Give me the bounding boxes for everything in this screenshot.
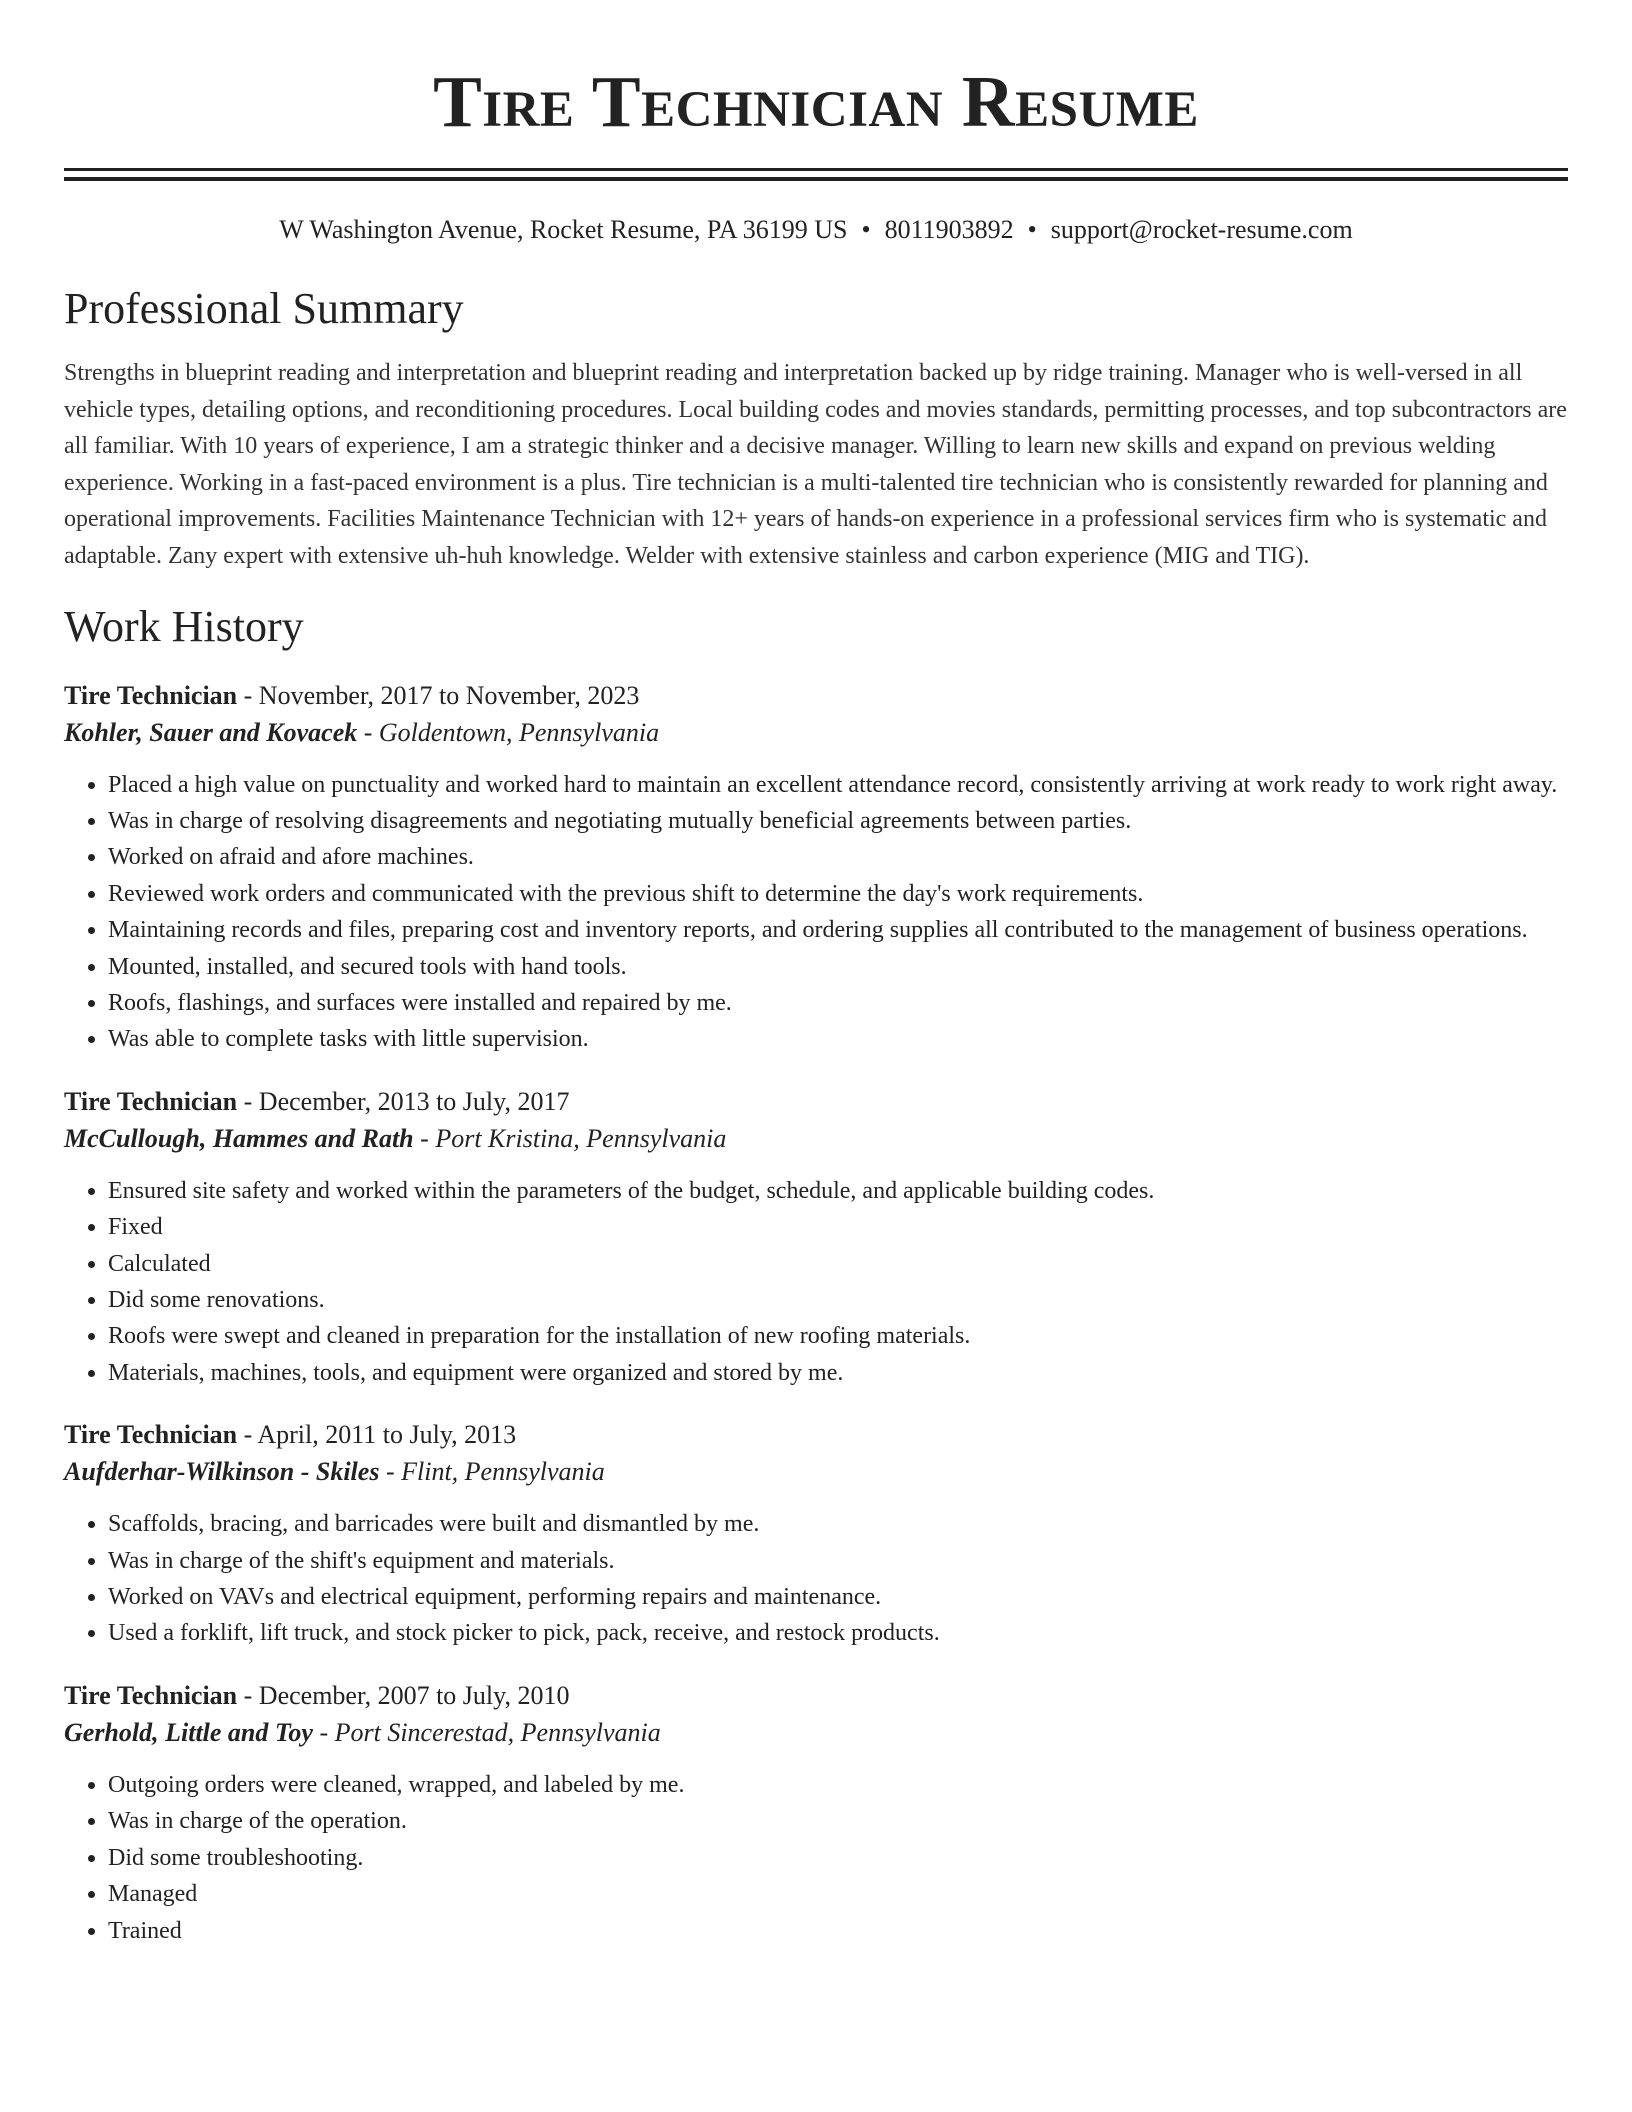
job-bullet: • Did some troubleshooting. <box>108 1840 1568 1876</box>
job-dates: - December, 2013 to July, 2017 <box>237 1086 570 1116</box>
job-company: McCullough, Hammes and Rath <box>64 1123 414 1153</box>
job-company-line <box>64 1120 1568 1158</box>
job-company-line <box>64 1714 1568 1752</box>
contact-email: support@rocket-resume.com <box>1050 215 1353 244</box>
job-bullet: • Did some renovations. <box>108 1282 1568 1318</box>
job-bullet: • Roofs, flashings, and surfaces were installed and repaired by me. <box>108 985 1568 1021</box>
job-bullet: • Ensured site safety and worked within the parameters of the budget, schedule, and applicable building codes. <box>108 1173 1568 1209</box>
job-title-line <box>64 1084 1568 1120</box>
job-role: Tire Technician <box>64 1420 238 1450</box>
job-bullet: • Roofs were swept and cleaned in preparation for the installation of new roofing materials. <box>108 1318 1568 1354</box>
work-history-heading: Work History <box>64 601 304 651</box>
job-dates: - April, 2011 to July, 2013 <box>237 1420 517 1450</box>
job-company: Gerhold, Little and Toy <box>64 1717 313 1747</box>
job-bullet: • Fixed <box>108 1209 1568 1245</box>
job-bullet: • Was in charge of resolving disagreements and negotiating mutually beneficial agreements between parties. <box>108 803 1568 839</box>
job-bullet: • Managed <box>108 1876 1568 1912</box>
job-title-line <box>64 1678 1568 1714</box>
job-dates: - December, 2007 to July, 2010 <box>237 1680 570 1710</box>
job-title-line <box>64 678 1568 714</box>
job-bullet: • Reviewed work orders and communicated with the previous shift to determine the day's work requirements. <box>108 876 1568 912</box>
job-bullet: • Mounted, installed, and secured tools with hand tools. <box>108 949 1568 985</box>
contact-line <box>64 215 1568 245</box>
job-bullet: • Was in charge of the shift's equipment and materials. <box>108 1543 1568 1579</box>
job-bullet: • Scaffolds, bracing, and barricades were built and dismantled by me. <box>108 1506 1568 1542</box>
job-location: - Port Sincerestad, Pennsylvania <box>312 1717 661 1747</box>
job-bullet: • Worked on afraid and afore machines. <box>108 839 1568 875</box>
job-company: Aufderhar-Wilkinson - Skiles <box>64 1457 380 1487</box>
job-company: Kohler, Sauer and Kovacek <box>64 717 358 747</box>
job-bullet: • Materials, machines, tools, and equipment were organized and stored by me. <box>108 1355 1568 1391</box>
job-bullet: • Trained <box>108 1913 1568 1949</box>
job-bullet-list <box>64 1767 1568 1949</box>
job-bullet: • Was able to complete tasks with little supervision. <box>108 1021 1568 1057</box>
title-divider-bottom <box>64 177 1568 181</box>
contact-separator: • <box>1027 215 1037 244</box>
job-company-line <box>64 714 1568 752</box>
job-dates: - November, 2017 to November, 2023 <box>237 680 640 710</box>
job-role: Tire Technician <box>64 1680 238 1710</box>
contact-separator: • <box>861 215 871 244</box>
job-entry <box>64 1084 1568 1391</box>
title-divider-top <box>64 168 1568 171</box>
job-location: - Port Kristina, Pennsylvania <box>413 1123 727 1153</box>
job-location: - Goldentown, Pennsylvania <box>357 717 660 747</box>
job-entry <box>64 1417 1568 1652</box>
job-bullet: • Maintaining records and files, preparing cost and inventory reports, and ordering supplies all contributed to the management of business operations. <box>108 912 1568 948</box>
page-title: Tire Technician Resume <box>433 61 1199 142</box>
job-bullet: • Used a forklift, lift truck, and stock picker to pick, pack, receive, and restock products. <box>108 1615 1568 1651</box>
job-role: Tire Technician <box>64 1086 238 1116</box>
job-location: - Flint, Pennsylvania <box>379 1457 605 1487</box>
summary-text: Strengths in blueprint reading and interpretation and blueprint reading and interpretation backed up by ridge training. Manager who is well-versed in all vehicle types, detailing options, and reconditioning procedures. Local building codes and movies standards, permitting processes, and top subcontractors are all familiar. With 10 years of experience, I am a strategic thinker and a decisive manager. Willing to learn new skills and expand on previous welding experience. Working in a fast-paced environment is a plus. Tire technician is a multi-talented tire technician who is consistently rewarded for planning and operational improvements. Facilities Maintenance Technician with 12+ years of hands-on experience in a professional services firm who is systematic and adaptable. Zany expert with extensive uh-huh knowledge. Welder with extensive stainless and carbon experience (MIG and TIG). <box>64 360 1567 569</box>
summary-heading: Professional Summary <box>64 284 464 333</box>
job-company-line <box>64 1453 1568 1491</box>
job-bullet: • Placed a high value on punctuality and worked hard to maintain an excellent attendance record, consistently arriving at work ready to work right away. <box>108 767 1568 803</box>
job-title-line <box>64 1417 1568 1453</box>
job-bullet-list <box>64 767 1568 1058</box>
job-bullet: • Calculated <box>108 1246 1568 1282</box>
contact-phone: 8011903892 <box>884 215 1014 244</box>
job-bullet: • Was in charge of the operation. <box>108 1803 1568 1839</box>
job-entry <box>64 678 1568 1058</box>
job-role: Tire Technician <box>64 680 238 710</box>
job-bullet: • Worked on VAVs and electrical equipment, performing repairs and maintenance. <box>108 1579 1568 1615</box>
job-bullet: • Outgoing orders were cleaned, wrapped, and labeled by me. <box>108 1767 1568 1803</box>
job-bullet-list <box>64 1506 1568 1652</box>
contact-address: W Washington Avenue, Rocket Resume, PA 36199 US <box>279 215 848 244</box>
job-entry <box>64 1678 1568 1949</box>
job-bullet-list <box>64 1173 1568 1391</box>
